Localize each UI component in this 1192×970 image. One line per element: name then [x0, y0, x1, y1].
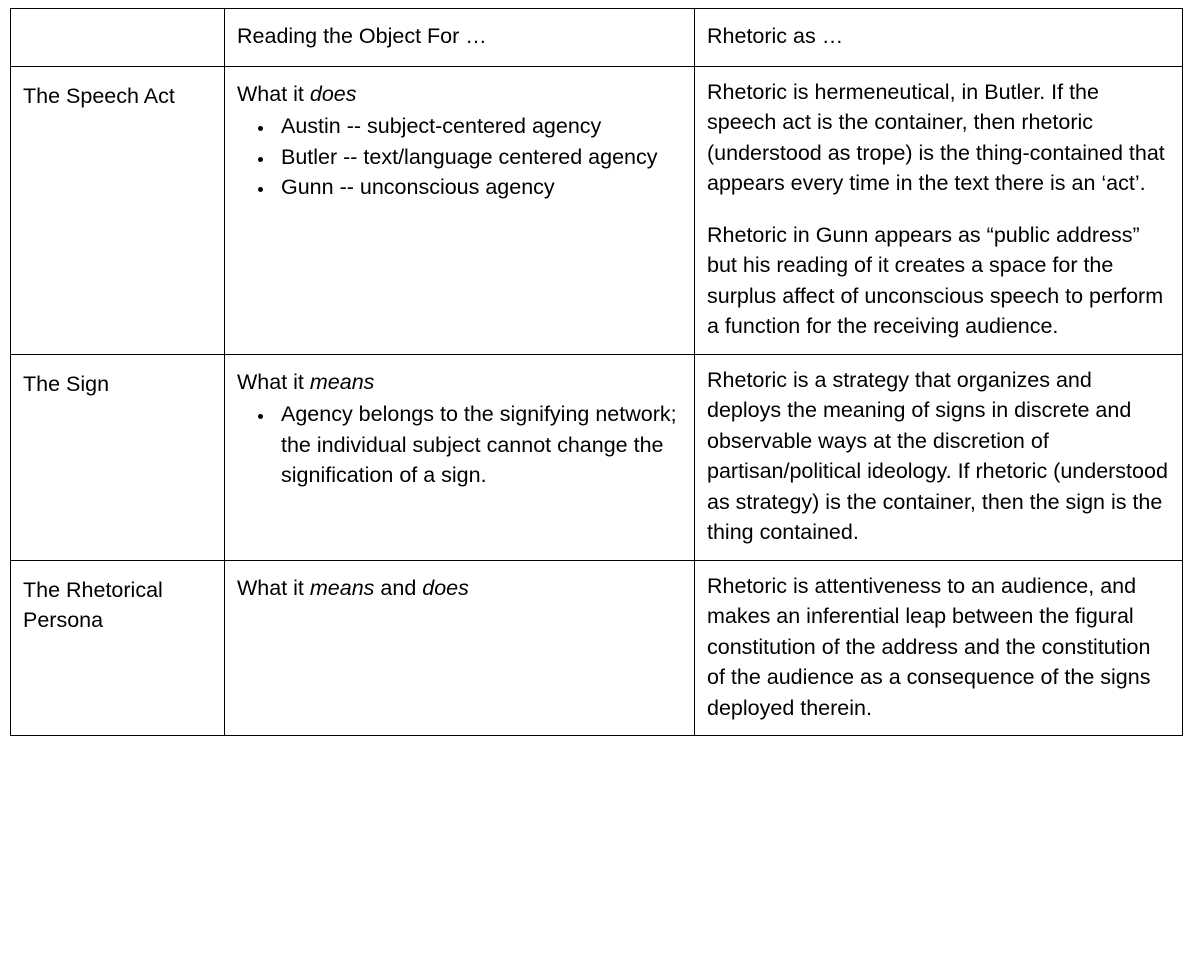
rhetoric-cell-speech-act	[695, 66, 1183, 354]
reading-intro-plain: What it	[237, 369, 310, 394]
list-item: • Gunn -- unconscious agency	[275, 172, 682, 203]
rhetoric-cell-sign	[695, 354, 1183, 560]
reading-intro-italic: does	[309, 81, 357, 106]
rhetoric-paragraph: Rhetoric in Gunn appears as “public address” but his reading of it creates a space for the surplus affect of unconscious speech to perform a function for the receiving audience.	[707, 222, 1164, 339]
rhetoric-paragraph: Rhetoric is a strategy that organizes and deploys the meaning of signs in discrete and observable ways at the discretion of partisan/political ideology. If rhetoric (understood as strategy) is the container, then the sign is the thing contained.	[707, 367, 1168, 545]
table-header-row	[11, 9, 1183, 67]
reading-cell-rhetorical-persona	[225, 560, 695, 736]
reading-intro	[237, 573, 682, 604]
list-item: • Butler -- text/language centered agency	[275, 142, 682, 173]
header-reading-object: Reading the Object For …	[225, 9, 695, 67]
table-row	[11, 560, 1183, 736]
reading-intro-italic-2: does	[422, 575, 469, 600]
rhetoric-paragraph: Rhetoric is hermeneutical, in Butler. If the speech act is the container, then rhetoric (understood as trope) is the thing-contained that appears every time in the text there is an ‘act’.	[707, 79, 1165, 196]
row-label-speech-act: The Speech Act	[11, 66, 225, 354]
rhetoric-paragraph: Rhetoric is attentiveness to an audience, and makes an inferential leap between the figural constitution of the address and the constitution of the audience as a consequence of the signs deployed therein.	[707, 573, 1151, 720]
table-row	[11, 66, 1183, 354]
rhetoric-cell-rhetorical-persona	[695, 560, 1183, 736]
reading-cell-speech-act	[225, 66, 695, 354]
comparison-table	[10, 8, 1183, 736]
reading-intro-italic: means	[309, 575, 375, 600]
list-item: • Agency belongs to the signifying network; the individual subject cannot change the signification of a sign.	[275, 399, 682, 491]
row-label-rhetorical-persona: The Rhetorical Persona	[11, 560, 225, 736]
reading-intro-plain: What it	[237, 81, 310, 106]
reading-intro	[237, 367, 682, 398]
reading-intro-mid: and	[374, 575, 423, 600]
reading-bullet-list	[237, 111, 682, 203]
reading-bullet-list	[237, 399, 682, 491]
header-blank-cell	[11, 9, 225, 67]
list-item: • Austin -- subject-centered agency	[275, 111, 682, 142]
reading-cell-sign	[225, 354, 695, 560]
row-label-sign: The Sign	[11, 354, 225, 560]
reading-intro-italic: means	[309, 369, 375, 394]
table-row	[11, 354, 1183, 560]
reading-intro-plain: What it	[237, 575, 310, 600]
reading-intro	[237, 79, 682, 110]
header-rhetoric-as: Rhetoric as …	[695, 9, 1183, 67]
